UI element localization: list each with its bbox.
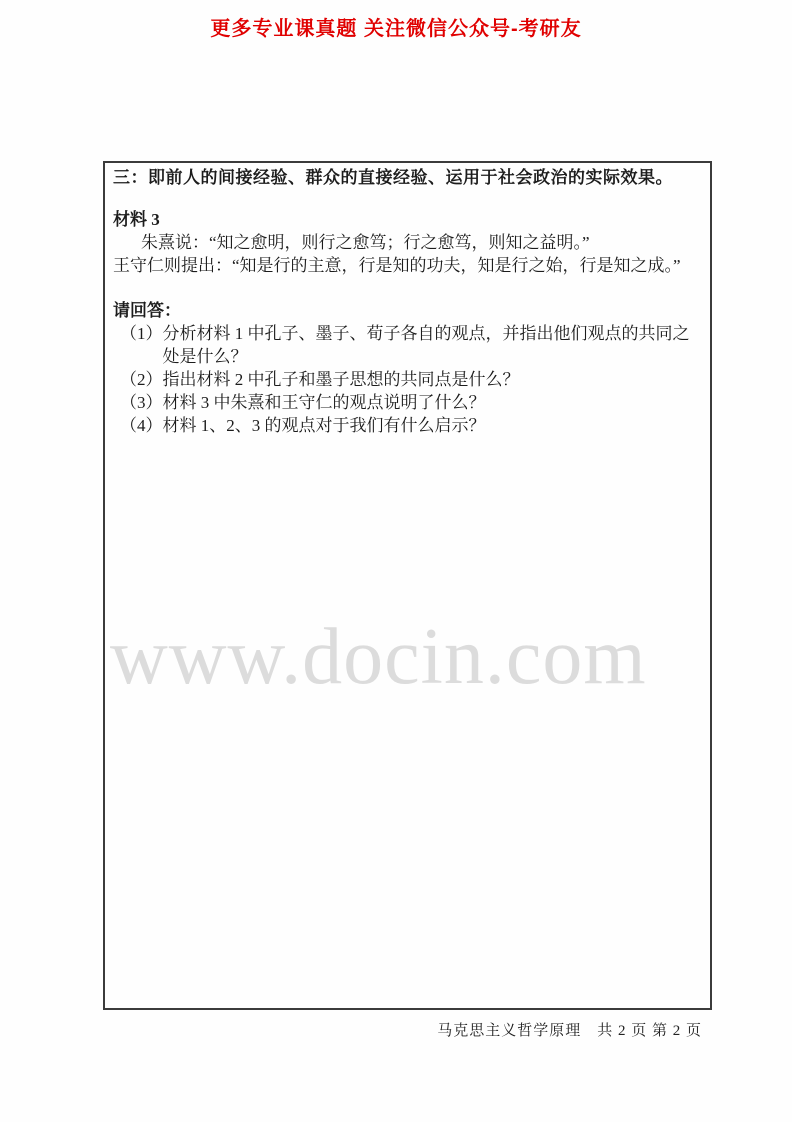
question-text: 指出材料 2 中孔子和墨子思想的共同点是什么？	[162, 370, 520, 389]
question-text: 材料 3 中朱熹和王守仁的观点说明了什么？	[162, 393, 486, 412]
material3-heading: 材料 3	[113, 210, 160, 229]
question-list	[113, 322, 700, 437]
question-number: （1）	[120, 324, 163, 343]
question-number: （3）	[120, 393, 163, 412]
question-number: （4）	[120, 416, 163, 435]
material3-quote-zhuxi: 朱熹说：“知之愈明，则行之愈笃；行之愈笃，则知之益明。”	[141, 233, 590, 252]
material3-quote-wangshouren: 王守仁则提出：“知是行的主意，行是知的功夫，知是行之始，行是知之成。”	[113, 256, 681, 275]
docin-watermark: www.docin.com	[110, 613, 647, 701]
question-item-3	[120, 391, 700, 414]
question-text: 分析材料 1 中孔子、墨子、荀子各自的观点，并指出他们观点的共同之处是什么？	[162, 324, 690, 366]
question-item-4	[120, 414, 700, 437]
question-text: 材料 1、2、3 的观点对于我们有什么启示？	[162, 416, 486, 435]
question-item-1	[120, 322, 700, 368]
question-item-2	[120, 368, 700, 391]
answer-point-three: 三：即前人的间接经验、群众的直接经验、运用于社会政治的实际效果。	[113, 168, 673, 187]
question-number: （2）	[120, 370, 163, 389]
footer-course-page-indicator: 马克思主义哲学原理 共 2 页 第 2 页	[437, 1023, 702, 1039]
exam-content-box	[103, 161, 712, 1010]
promo-banner	[0, 12, 792, 41]
questions-heading: 请回答：	[113, 301, 181, 320]
promo-banner-text: 更多专业课真题 关注微信公众号-考研友	[210, 18, 582, 40]
